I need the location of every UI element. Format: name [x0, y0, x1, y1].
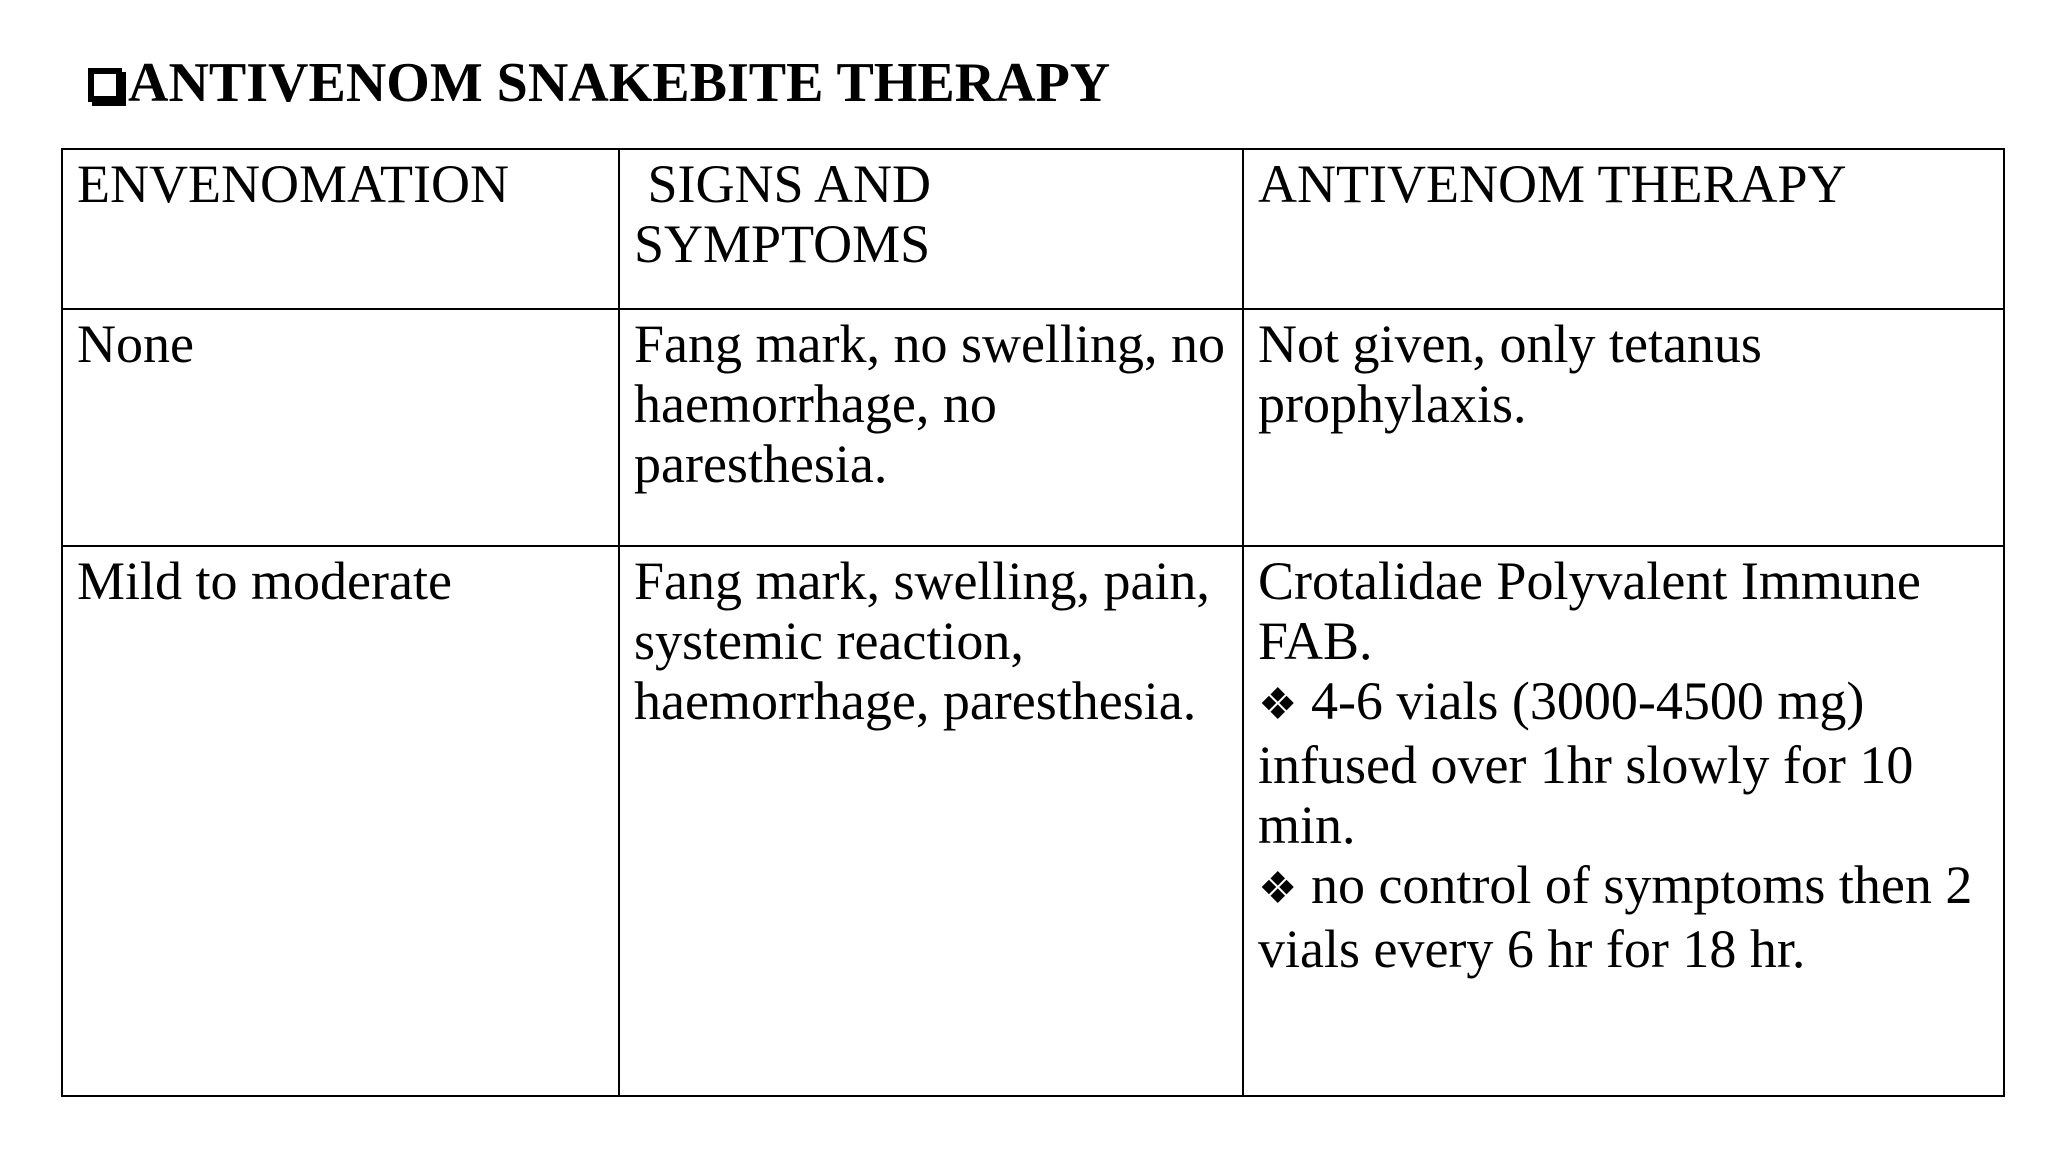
header-envenomation: ENVENOMATION	[62, 149, 619, 309]
therapy-intro: Crotalidae Polyvalent Immune FAB.	[1258, 551, 1921, 671]
table-row	[62, 546, 2004, 1096]
diamond-bullet-icon: ❖	[1258, 864, 1298, 913]
slide-title-text: ANTIVENOM SNAKEBITE THERAPY	[128, 52, 1111, 114]
cell-signs: Fang mark, no swelling, no haemorrhage, no paresthesia.	[619, 309, 1243, 546]
antivenom-therapy-table	[61, 148, 2005, 1097]
therapy-bullet-text: 4-6 vials (3000-4500 mg) infused over 1hr slowly for 10 min.	[1258, 671, 1914, 855]
table-row	[62, 309, 2004, 546]
cell-envenomation: Mild to moderate	[62, 546, 619, 1096]
cell-therapy: Not given, only tetanus prophylaxis.	[1243, 309, 2004, 546]
cell-signs: Fang mark, swelling, pain, systemic reaction, haemorrhage, paresthesia.	[619, 546, 1243, 1096]
therapy-bullet-item	[1258, 855, 1989, 979]
cell-therapy	[1243, 546, 2004, 1096]
slide-title	[88, 48, 1110, 118]
cell-envenomation: None	[62, 309, 619, 546]
diamond-bullet-icon: ❖	[1258, 680, 1298, 729]
hollow-square-bullet-icon	[88, 68, 122, 102]
table-header-row	[62, 149, 2004, 309]
therapy-bullet-item	[1258, 671, 1989, 855]
therapy-bullet-text: no control of symptoms then 2 vials every 6 hr for 18 hr.	[1258, 855, 1973, 979]
header-antivenom-therapy: ANTIVENOM THERAPY	[1243, 149, 2004, 309]
header-signs-and-symptoms: SIGNS AND SYMPTOMS	[619, 149, 1243, 309]
